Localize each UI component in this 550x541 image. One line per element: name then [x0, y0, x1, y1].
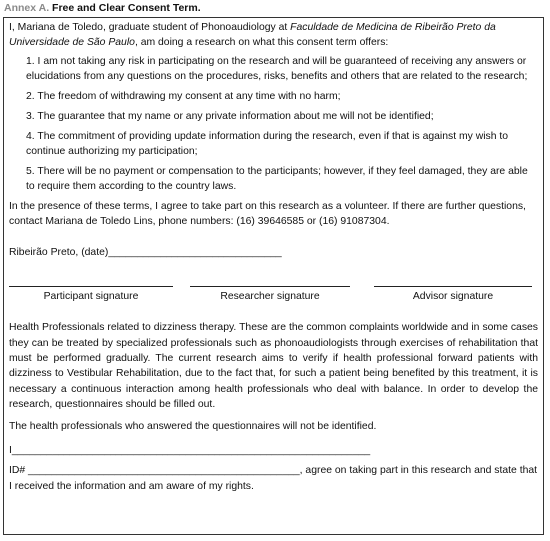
participant-signature-label: Participant signature: [43, 291, 139, 303]
consent-form-box: [3, 17, 544, 535]
advisor-signature-line: [374, 286, 532, 287]
name-line: I______________________________________________________________: [9, 445, 371, 457]
advisor-signature-block: [374, 276, 532, 304]
participant-signature-line: [9, 286, 173, 287]
anonymity-statement: The health professionals who answered the questionnaires will not be identified.: [9, 420, 377, 432]
consent-item: 4. The commitment of providing update information during the research, even if that is against my wish to continue authorizing my participation;: [26, 130, 509, 158]
presence-paragraph: In the presence of these terms, I agree to take part on this research as a volunteer. If there are further questions, contact Mariana de Toledo Lins, phone numbers: (16) 39646585 or (16) 91087304.: [9, 201, 526, 228]
consent-items-list: [9, 54, 538, 195]
annex-heading: [4, 2, 201, 15]
date-line: Ribeirão Preto, (date)______________________________: [9, 246, 282, 258]
annex-title: Free and Clear Consent Term.: [52, 2, 201, 14]
intro-text-start: I, Mariana de Toledo, graduate student of Phonoaudiology at: [9, 22, 291, 33]
intro-text-end: , am doing a research on what this consent term offers:: [134, 37, 389, 49]
advisor-signature-label: Advisor signature: [412, 291, 494, 303]
intro-paragraph: [9, 20, 538, 51]
signature-row: [9, 276, 538, 306]
participant-signature-block: [9, 276, 173, 304]
researcher-signature-block: [190, 276, 350, 304]
institution-name: Faculdade de Medicina de Ribeirão Preto da Universidade de São Paulo: [9, 22, 496, 49]
researcher-signature-line: [190, 286, 350, 287]
researcher-signature-label: Researcher signature: [220, 291, 320, 303]
consent-item: 3. The guarantee that my name or any private information about me will not be identified;: [26, 110, 434, 122]
consent-item: 2. The freedom of withdrawing my consent at any time with no harm;: [26, 91, 341, 103]
annex-label: Annex A.: [4, 2, 50, 14]
consent-item: 5. There will be no payment or compensation to the participants; however, if they feel damaged, they are able to require them according to the country laws.: [26, 165, 528, 193]
consent-item: 1. I am not taking any risk in participating on the research and will be guaranteed of receiving any answers or elucidations from any questions on the procedures, risks, benefits and others that are related to the research;: [26, 55, 528, 83]
consent-agreement-line: ID# _______________________________________________, agree on taking part in this research and state that I received the information and am aware of my rights.: [9, 465, 538, 492]
health-professionals-paragraph: Health Professionals related to dizziness therapy. These are the common complaints worldwide and in some cases they can be treated by specialized professionals such as phonoaudiologists through exercises of rehabilitation that must be performed gradually. The current research aims to verify if health professional forward patients with dizziness to Vestibular Rehabilitation, due to the fact that, for such a patient being benefited by this treatment, it is necessary a continuous interaction among health professionals who deal with balance. In order to develop the research, questionnaires should be filled out.: [9, 322, 538, 411]
